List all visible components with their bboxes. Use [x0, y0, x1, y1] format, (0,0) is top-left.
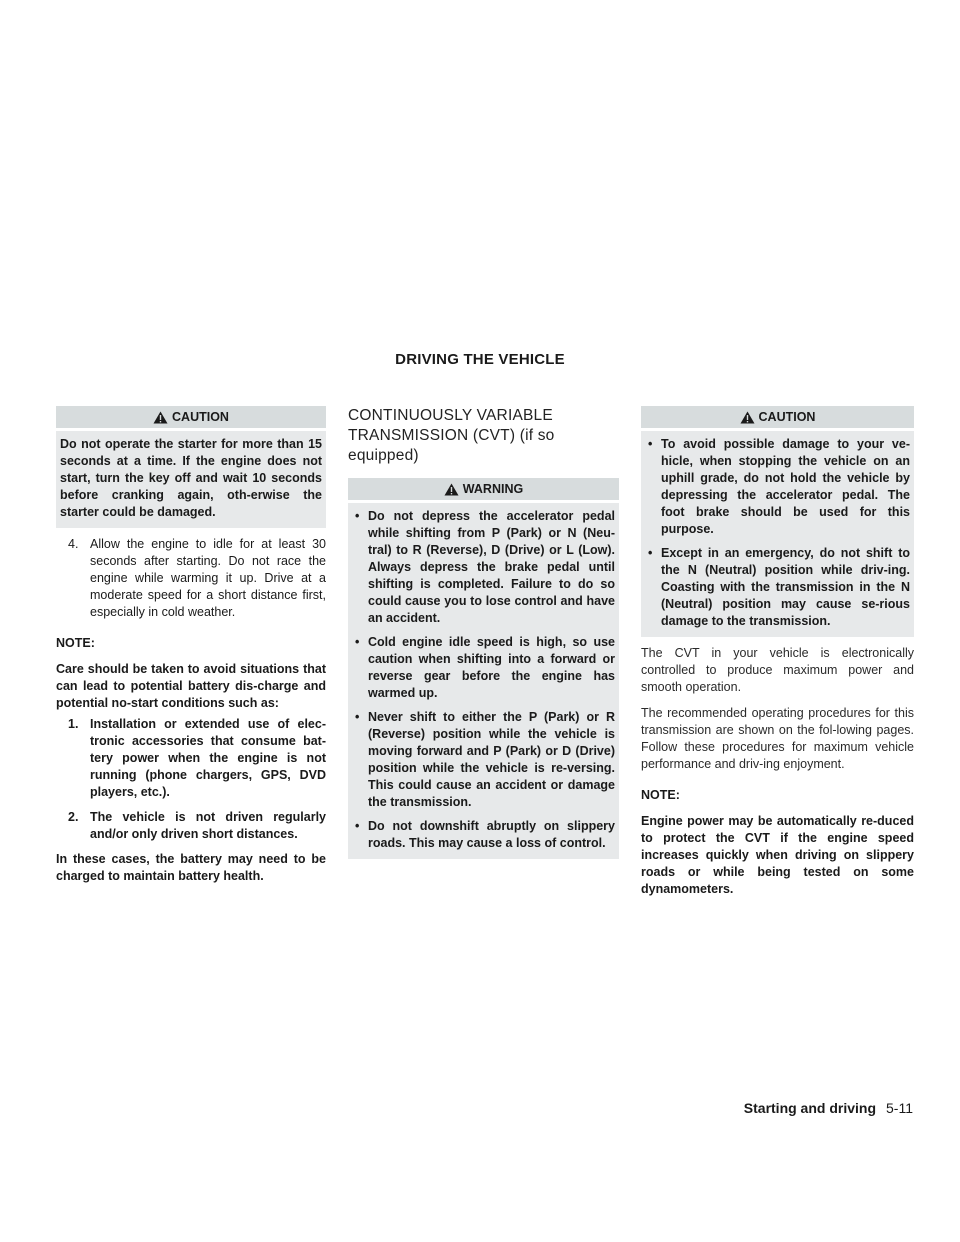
note-text: Engine power may be automatically re-duced to protect the CVT if the engine speed increases quickly when driving on slippery roads or while being tested on some dynamometers. [641, 814, 914, 896]
step-number: 4. [68, 537, 79, 551]
note-item-text: The vehicle is not driven regularly and/or only driven short distances. [90, 810, 326, 841]
cvt-heading: CONTINUOUSLY VARIABLE TRANSMISSION (CVT) (if so equipped) [348, 407, 555, 464]
note-item-1 [56, 716, 326, 801]
footer-section: Starting and driving [743, 1100, 877, 1116]
note-item-2 [56, 809, 326, 843]
warning-item: • Cold engine idle speed is high, so use caution when shifting into a forward or reverse gear before the engine has warmed up. [352, 634, 615, 702]
note-label: NOTE: [641, 788, 680, 802]
note-item-number: 1. [68, 717, 79, 731]
page-footer [744, 1100, 913, 1116]
caution-item: • To avoid possible damage to your ve-hicle, when stopping the vehicle on an uphill grade, do not hold the vehicle by depressing the accelerator pedal. The foot brake should be used for this purpose. [645, 436, 910, 538]
caution-header [641, 406, 914, 428]
caution-title: CAUTION [172, 410, 229, 424]
warning-item: • Never shift to either the P (Park) or R (Reverse) position while the vehicle is moving forward and P (Park) or D (Drive) position while the vehicle is re-versing. This could cause an accident or damage the transmission. [352, 709, 615, 811]
cvt-paragraph-1: The CVT in your vehicle is electronically controlled to produce maximum power and smooth operation. [641, 646, 914, 694]
warning-box [348, 478, 619, 859]
step-text: Allow the engine to idle for at least 30 seconds after starting. Do not race the engine while warming it up. Drive at a moderate speed for a short distance first, especially in cold weather. [90, 537, 326, 619]
caution-text: Do not operate the starter for more than 15 seconds at a time. If the engine does not start, turn the key off and wait 10 seconds before cranking again, oth-erwise the starter could be damaged. [60, 437, 322, 519]
note-item-text: Installation or extended use of elec-tronic accessories that consume bat-tery power when the engine is not running (phone chargers, GPS, DVD players, etc.). [90, 717, 326, 799]
warning-item: • Do not depress the accelerator pedal while shifting from P (Park) or N (Neu-tral) to R (Reverse), D (Drive) or L (Low). Always depress the brake pedal until shifting is completed. Failure to do so could cause you to lose control and have an accident. [352, 508, 615, 627]
warning-triangle-icon [740, 411, 755, 424]
note-text: Care should be taken to avoid situations that can lead to potential battery dis-charge and potential no-start conditions such as: [56, 662, 326, 710]
warning-triangle-icon [444, 483, 459, 496]
note-label: NOTE: [56, 636, 95, 650]
warning-header [348, 478, 619, 500]
cvt-paragraph-2: The recommended operating procedures for this transmission are shown on the fol-lowing pages. Follow these procedures for maximum vehicle performance and driv-ing enjoyment. [641, 706, 914, 771]
section-title: DRIVING THE VEHICLE [395, 351, 565, 368]
step-4 [56, 536, 326, 621]
closing-text: In these cases, the battery may need to be charged to maintain battery health. [56, 852, 326, 883]
caution-box [641, 406, 914, 637]
caution-title: CAUTION [758, 410, 816, 424]
column-left [56, 406, 326, 894]
warning-triangle-icon [153, 411, 168, 424]
caution-body [56, 431, 326, 528]
caution-header [56, 406, 326, 428]
warning-item: • Do not downshift abruptly on slippery roads. This may cause a loss of control. [352, 818, 615, 852]
caution-box [56, 406, 326, 528]
note-item-number: 2. [68, 810, 79, 824]
caution-item: • Except in an emergency, do not shift to the N (Neutral) position while driv-ing. Coasting with the transmission in the N (Neutral) position may cause se-rious damage to the transmission. [645, 545, 910, 630]
warning-title: WARNING [462, 482, 524, 496]
warning-body [348, 503, 619, 859]
column-middle [348, 406, 619, 867]
page-number: 5-11 [886, 1100, 913, 1116]
caution-body [641, 431, 914, 637]
column-right [641, 406, 914, 907]
